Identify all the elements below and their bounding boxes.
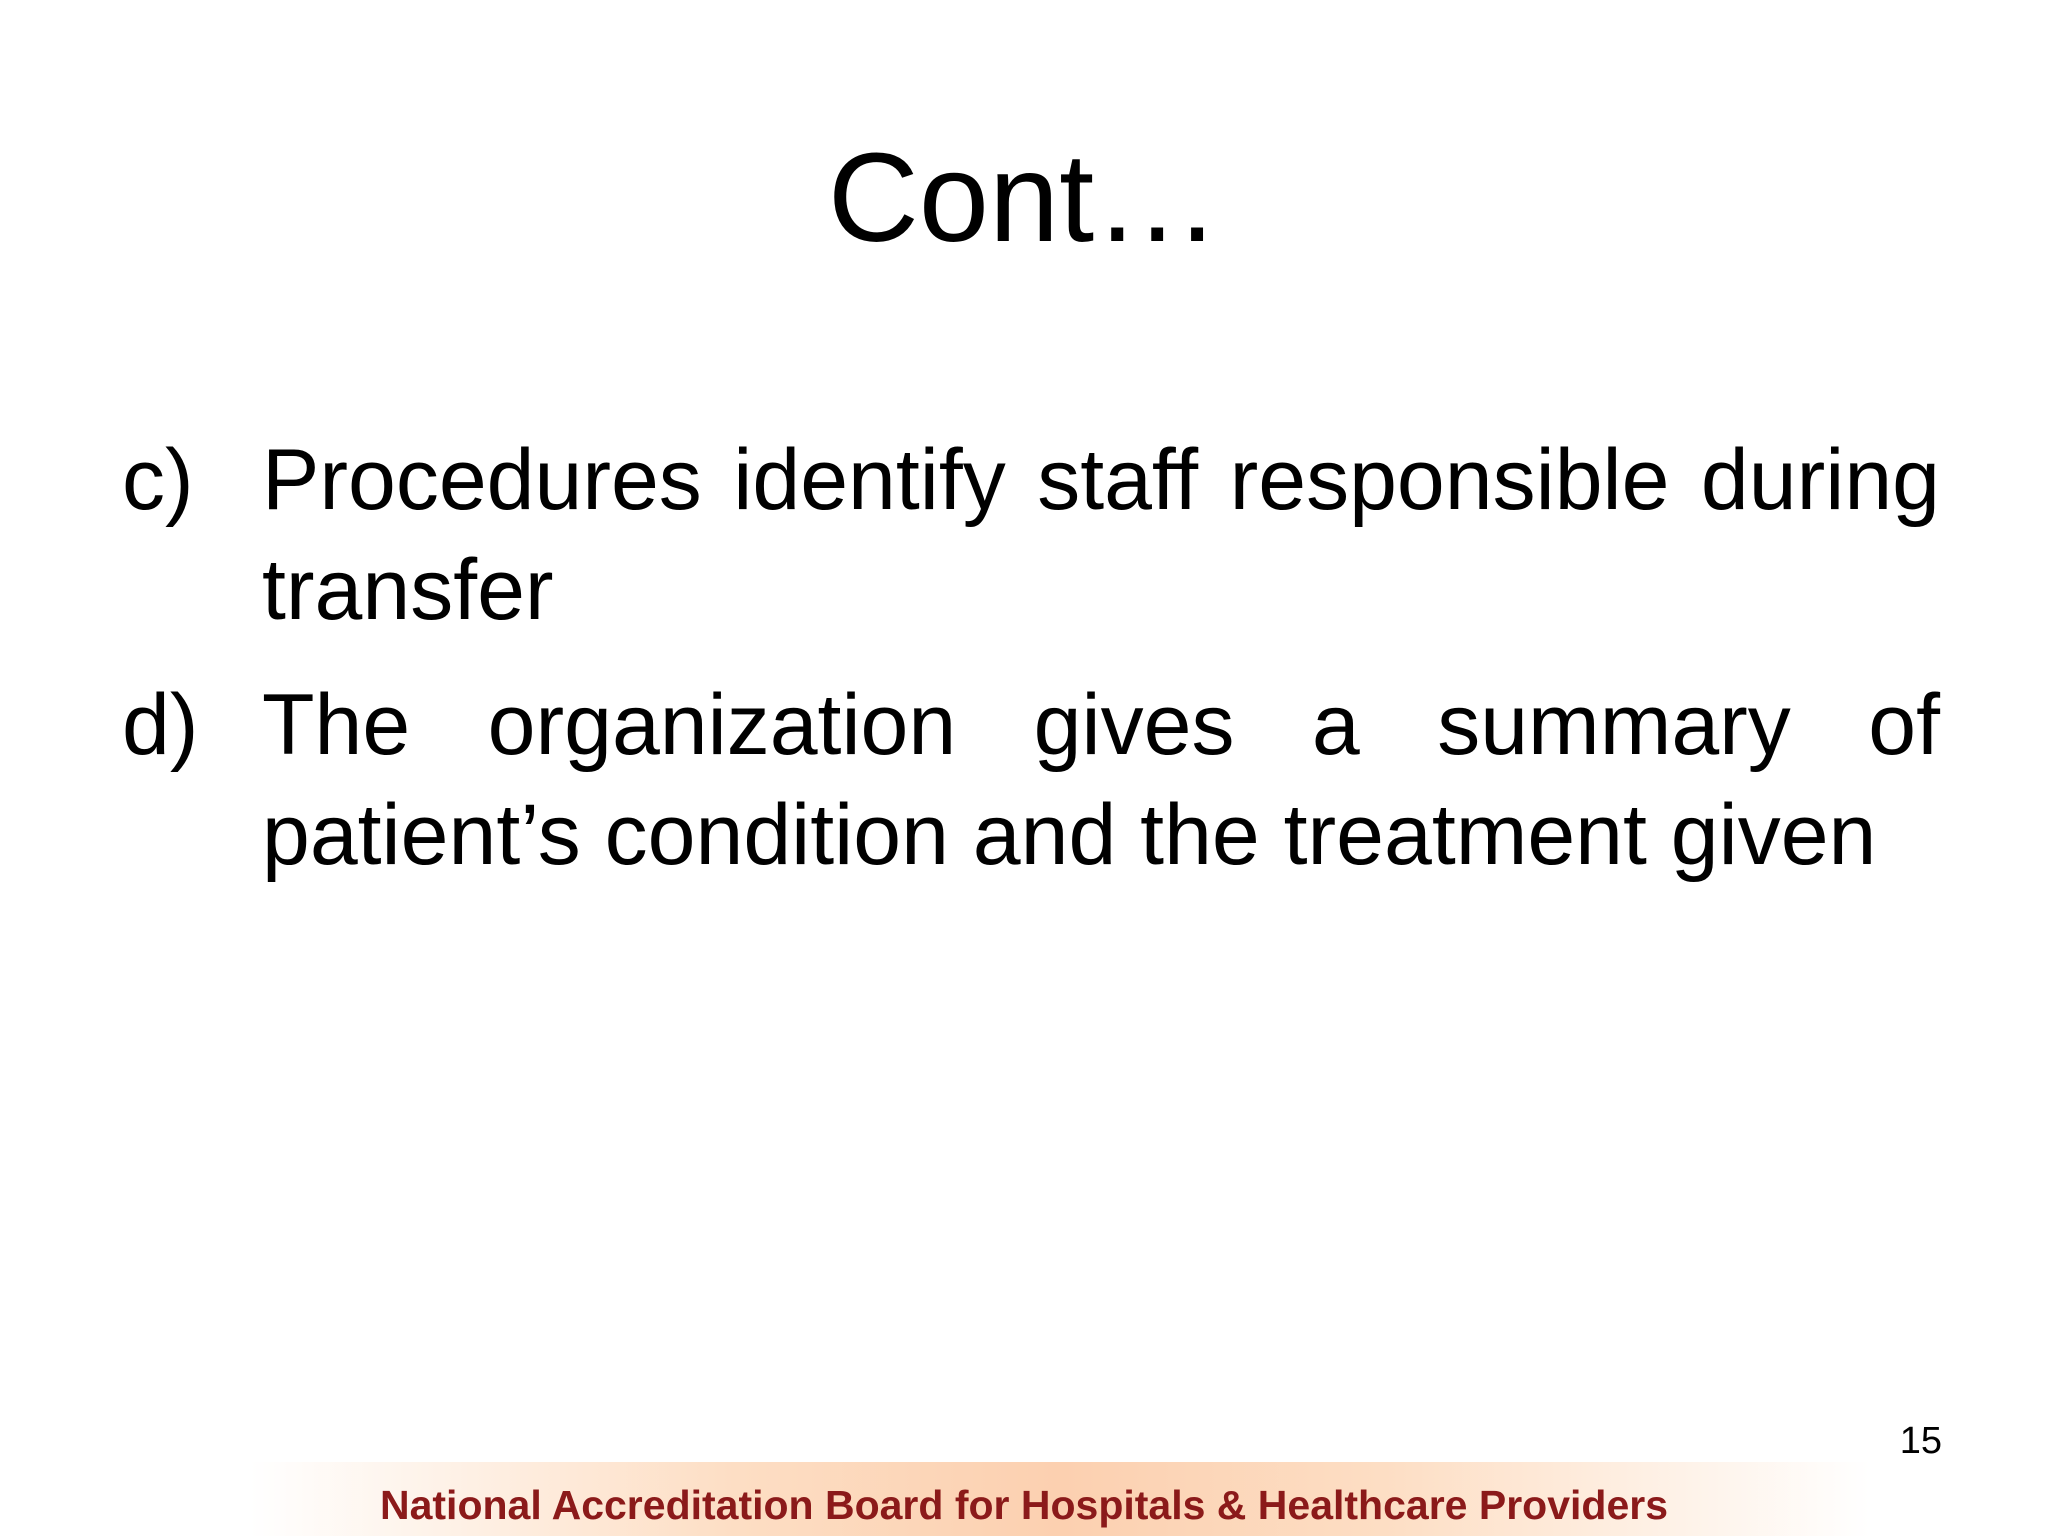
bullet-text: Procedures identify staff responsible during transfer [262,432,1940,638]
bullet-list [122,425,1940,915]
slide-title: Cont… [827,127,1221,268]
slide-number: 15 [1899,1420,1942,1462]
bullet-marker: c) [122,432,194,528]
bullet-marker: d) [122,677,199,773]
footer-organization-name: National Accreditation Board for Hospitals & Healthcare Providers [379,1482,1669,1528]
bullet-item-d [122,670,1940,890]
bullet-item-c [122,425,1940,645]
bullet-text: The organization gives a summary of patient’s condition and the treatment given [262,677,1940,883]
